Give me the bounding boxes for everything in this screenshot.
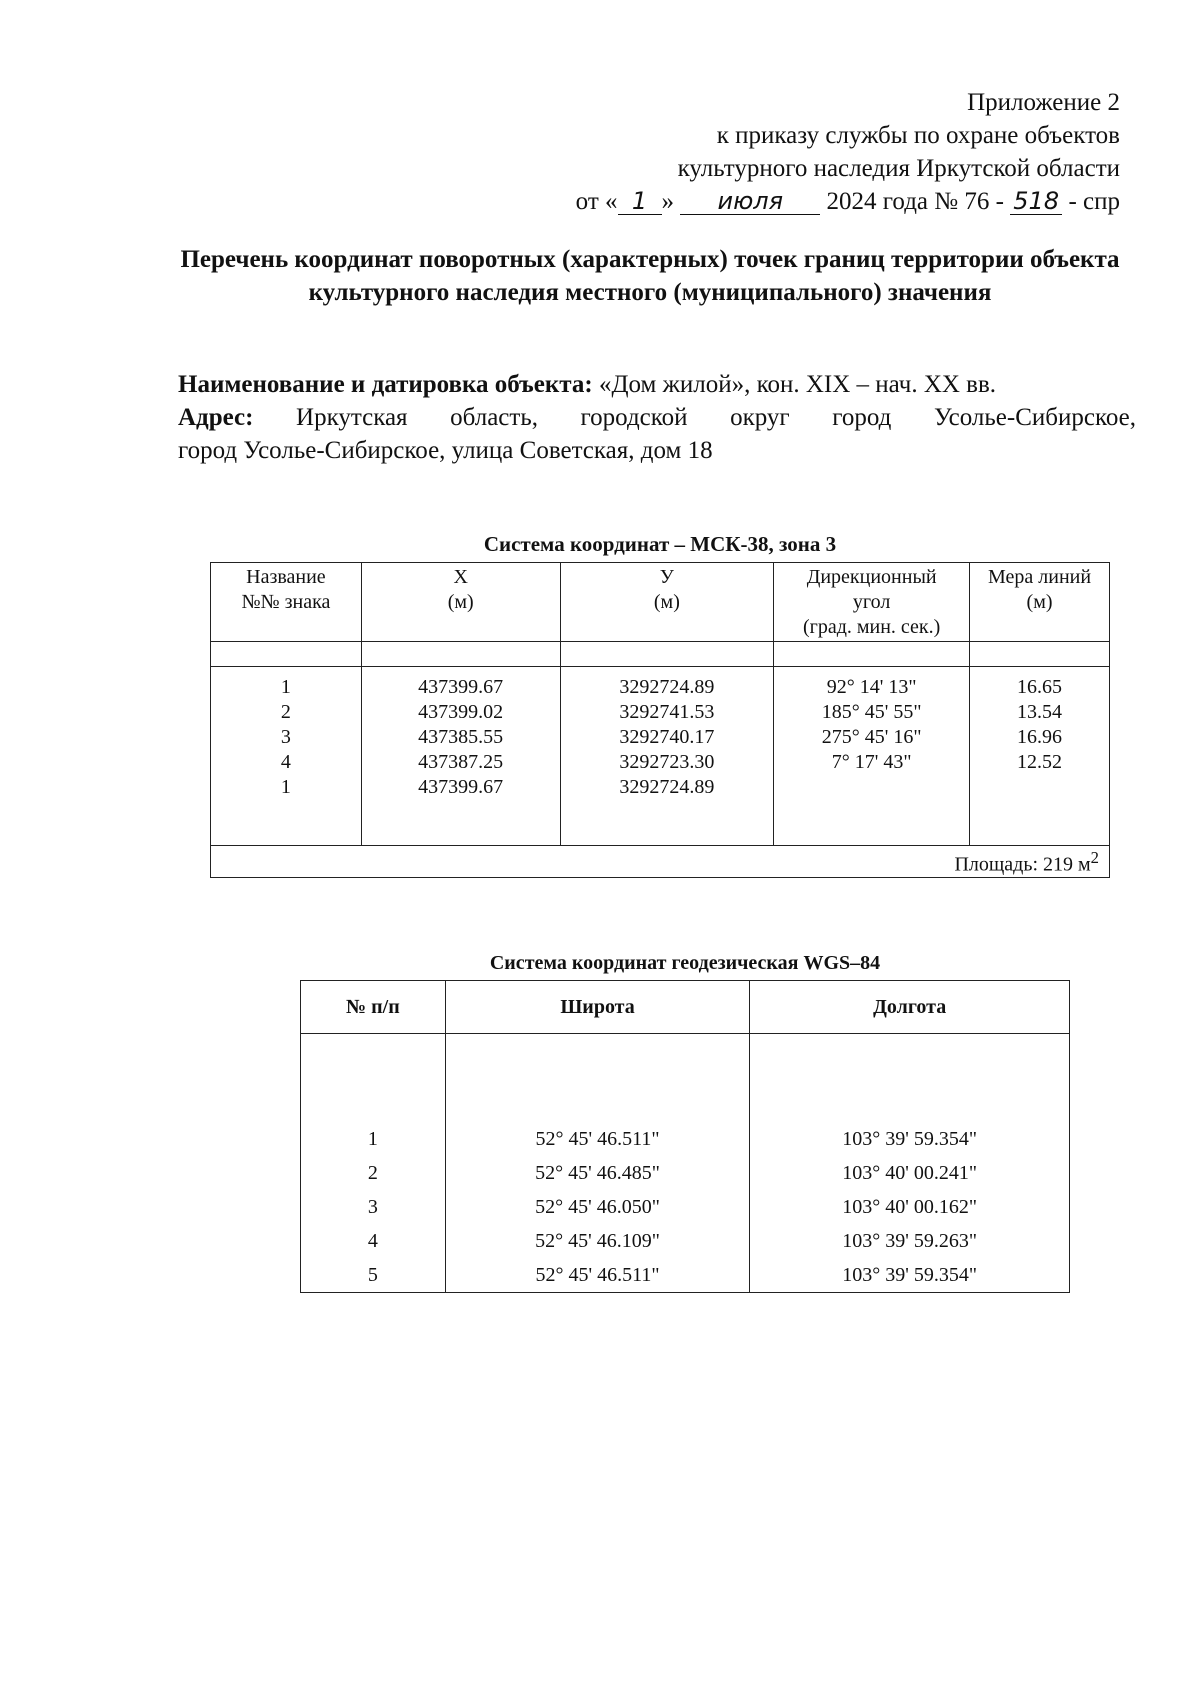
object-address-line (178, 401, 1136, 434)
wgs-coordinates-table (300, 980, 1070, 1293)
msk-col-number (211, 667, 362, 846)
header-text: Мера линий (987, 566, 1092, 588)
cell-value: 2 (280, 701, 291, 723)
cell-value: 437399.67 (418, 676, 504, 698)
cell-value: 12.52 (1017, 751, 1063, 773)
cell-value: 437399.67 (418, 776, 504, 798)
header-text: (м) (1026, 591, 1053, 613)
cell-value: 103° 39' 59.263" (842, 1230, 978, 1252)
cell-value: 2 (367, 1162, 378, 1184)
wgs-header-latitude: Широта (445, 981, 750, 1034)
cell-value: 103° 39' 59.354" (842, 1264, 978, 1286)
object-name-value: «Дом жилой», кон. XIX – нач. XX вв. (598, 371, 997, 398)
empty-cell (774, 642, 970, 667)
order-suffix: - спр (1068, 188, 1120, 215)
cell-value: 52° 45' 46.050" (535, 1196, 660, 1218)
handwritten-day: 1 (618, 188, 662, 215)
header-text: Название (246, 566, 326, 588)
appendix-date-line (576, 185, 1120, 218)
cell-value: 7° 17' 43" (831, 751, 912, 773)
cell-value: 4 (280, 751, 291, 773)
cell-value: 52° 45' 46.485" (535, 1162, 660, 1184)
header-text: (м) (447, 591, 474, 613)
empty-cell (560, 642, 774, 667)
wgs-header-row (301, 981, 1070, 1034)
appendix-line-3: культурного наследия Иркутской области (677, 155, 1120, 182)
cell-value: 16.65 (1017, 676, 1063, 698)
cell-value: 103° 40' 00.241" (842, 1162, 978, 1184)
header-text: (град. мин. сек.) (802, 616, 941, 638)
cell-value: 1 (280, 776, 291, 798)
cell-value: 16.96 (1017, 726, 1063, 748)
header-text: У (659, 566, 674, 588)
object-info (178, 368, 1136, 467)
msk-header-x (361, 563, 560, 642)
msk-area-row (211, 846, 1110, 878)
header-text: (м) (653, 591, 680, 613)
wgs-col-latitude (445, 1034, 750, 1293)
object-address-value-1: Иркутская область, городской округ город Усолье-Сибирское, (296, 404, 1136, 431)
object-name-line (178, 368, 1136, 401)
msk-col-angle (774, 667, 970, 846)
cell-value: 92° 14' 13" (826, 676, 917, 698)
wgs-table-caption: Система координат геодезическая WGS–84 (489, 952, 881, 974)
object-address-label: Адрес: (178, 404, 254, 431)
msk-data-row (211, 667, 1110, 846)
cell-value: 103° 39' 59.354" (842, 1128, 978, 1150)
area-unit: м (1078, 853, 1091, 876)
cell-value: 3292724.89 (619, 776, 715, 798)
cell-value: 1 (280, 676, 291, 698)
appendix-line-1: Приложение 2 (967, 89, 1120, 116)
wgs-data-row (301, 1034, 1070, 1293)
date-year: 2024 года № 76 - (826, 188, 1004, 215)
handwritten-month: июля (680, 188, 820, 215)
cell-value: 3292724.89 (619, 676, 715, 698)
msk-header-row (211, 563, 1110, 642)
cell-value: 3292740.17 (619, 726, 715, 748)
appendix-line-2: к приказу службы по охране объектов (716, 122, 1120, 149)
date-prefix: от « (575, 188, 618, 215)
msk-header-length (970, 563, 1110, 642)
object-name-label: Наименование и датировка объекта: (178, 371, 593, 398)
cell-value: 185° 45' 55" (821, 701, 922, 723)
cell-value: 3292741.53 (619, 701, 715, 723)
cell-value: 3 (280, 726, 291, 748)
empty-cell (211, 642, 362, 667)
msk-header-angle (774, 563, 970, 642)
msk-table-caption: Система координат – МСК-38, зона 3 (483, 532, 837, 556)
document-title: Перечень координат поворотных (характерных) точек границ территории объекта культурного наследия местного (муниципального) значения (180, 246, 1120, 306)
header-text: Дирекционный (806, 566, 937, 588)
appendix-header (576, 86, 1120, 218)
msk-col-length (970, 667, 1110, 846)
area-label: Площадь: 219 (954, 853, 1074, 876)
cell-value: 3292723.30 (619, 751, 715, 773)
wgs-header-number: № п/п (301, 981, 446, 1034)
cell-value: 3 (367, 1196, 378, 1218)
cell-value: 437385.55 (418, 726, 504, 748)
cell-value: 1 (367, 1128, 378, 1150)
msk-header-name (211, 563, 362, 642)
header-text: X (453, 566, 468, 588)
wgs-col-number (301, 1034, 446, 1293)
msk-col-y (560, 667, 774, 846)
empty-cell (970, 642, 1110, 667)
cell-value: 437399.02 (418, 701, 504, 723)
area-unit-sup: 2 (1090, 848, 1099, 867)
cell-value: 52° 45' 46.109" (535, 1230, 660, 1252)
cell-value: 13.54 (1017, 701, 1063, 723)
object-address-line-2: город Усолье-Сибирское, улица Советская, дом 18 (178, 437, 713, 464)
area-cell (211, 846, 1110, 878)
cell-value: 4 (367, 1230, 378, 1252)
cell-value: 437387.25 (418, 751, 504, 773)
msk-coordinates-table (210, 562, 1110, 878)
cell-value: 52° 45' 46.511" (535, 1128, 660, 1150)
wgs-header-longitude: Долгота (750, 981, 1070, 1034)
header-text: №№ знака (241, 591, 331, 613)
cell-value: 52° 45' 46.511" (535, 1264, 660, 1286)
wgs-col-longitude (750, 1034, 1070, 1293)
date-mid: » (661, 188, 675, 215)
cell-value: 275° 45' 16" (821, 726, 922, 748)
msk-header-y (560, 563, 774, 642)
empty-cell (361, 642, 560, 667)
msk-spacer-row (211, 642, 1110, 667)
handwritten-order-number: 518 (1010, 188, 1062, 215)
header-text: угол (852, 591, 891, 613)
msk-col-x (361, 667, 560, 846)
cell-value: 5 (367, 1264, 378, 1286)
cell-value: 103° 40' 00.162" (842, 1196, 978, 1218)
